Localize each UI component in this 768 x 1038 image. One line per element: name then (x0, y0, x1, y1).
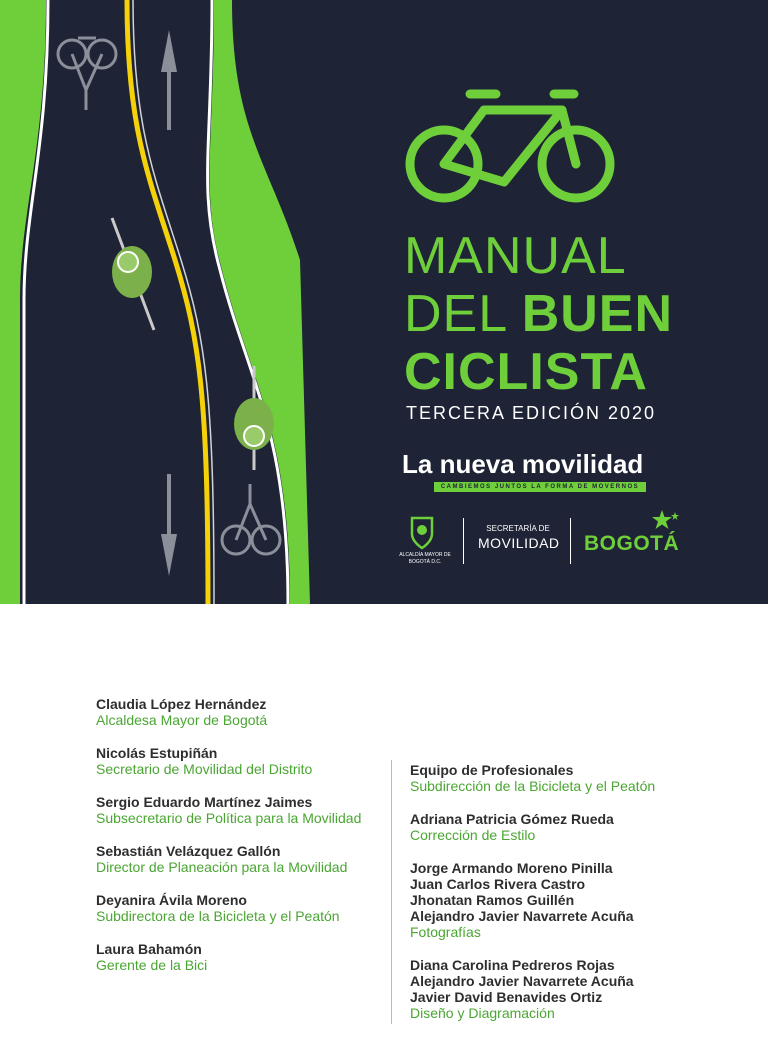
credit-entry (96, 696, 376, 728)
bike-lane-illustration (0, 0, 330, 604)
credit-role: Corrección de Estilo (410, 827, 536, 843)
credits-right (410, 762, 710, 1038)
edition-label: TERCERA EDICIÓN 2020 (406, 403, 657, 423)
credit-entry (96, 745, 376, 777)
credit-name: Jhonatan Ramos Guillén (410, 892, 575, 908)
credit-name: Equipo de Profesionales (410, 762, 574, 778)
credit-entry (410, 762, 710, 794)
logo-secretaria: SECRETARÍA DE (486, 524, 550, 533)
credit-name: Deyanira Ávila Moreno (96, 892, 247, 908)
credit-entry (96, 843, 376, 875)
credit-name: Claudia López Hernández (96, 696, 267, 712)
credit-role: Subdirectora de la Bicicleta y el Peatón (96, 908, 340, 924)
credit-entry (410, 957, 710, 1021)
credit-role: Alcaldesa Mayor de Bogotá (96, 712, 268, 728)
credit-entry (410, 860, 710, 940)
credit-name: Juan Carlos Rivera Castro (410, 876, 586, 892)
credit-role: Director de Planeación para la Movilidad (96, 859, 348, 875)
credit-role: Fotografías (410, 924, 481, 940)
column-divider (391, 760, 392, 1024)
credit-entry (410, 811, 710, 843)
credit-name: Adriana Patricia Gómez Rueda (410, 811, 614, 827)
credit-name: Diana Carolina Pedreros Rojas (410, 957, 615, 973)
title-line-2-light: DEL (404, 285, 522, 343)
credit-name: Alejandro Javier Navarrete Acuña (410, 973, 634, 989)
credit-name: Jorge Armando Moreno Pinilla (410, 860, 613, 876)
title-line-2-bold: BUEN (521, 285, 674, 343)
credit-name: Sergio Eduardo Martínez Jaimes (96, 794, 313, 810)
credit-name: Laura Bahamón (96, 941, 202, 957)
credit-entry (96, 892, 376, 924)
credit-role: Subsecretario de Política para la Movilidad (96, 810, 362, 826)
title-line-3: CICLISTA (404, 343, 648, 401)
crest-icon (408, 514, 436, 550)
logo-bogota: BOGOTÁ (584, 532, 680, 555)
credit-name: Nicolás Estupiñán (96, 745, 218, 761)
credit-role: Diseño y Diagramación (410, 1005, 555, 1021)
star-icon (650, 508, 680, 534)
logo-divider (570, 518, 571, 564)
title-line-2 (404, 284, 673, 344)
credit-name: Sebastián Velázquez Gallón (96, 843, 281, 859)
logo-movilidad: MOVILIDAD (478, 535, 560, 551)
title-line-1: MANUAL (404, 227, 627, 285)
credit-role: Gerente de la Bici (96, 957, 208, 973)
slogan: La nueva movilidad (402, 449, 644, 479)
logo-alcaldia: ALCALDÍA MAYOR DE BOGOTÁ D.C. (399, 552, 451, 565)
credit-role: Subdirección de la Bicicleta y el Peatón (410, 778, 656, 794)
credits-left (96, 696, 376, 990)
logo-divider (463, 518, 464, 564)
credit-name: Alejandro Javier Navarrete Acuña (410, 908, 634, 924)
credit-name: Javier David Benavides Ortiz (410, 989, 603, 1005)
tagline: CAMBIEMOS JUNTOS LA FORMA DE MOVERNOS (434, 482, 646, 492)
credit-entry (96, 941, 376, 973)
bicycle-icon (404, 88, 618, 208)
credit-role: Secretario de Movilidad del Distrito (96, 761, 313, 777)
credit-entry (96, 794, 376, 826)
